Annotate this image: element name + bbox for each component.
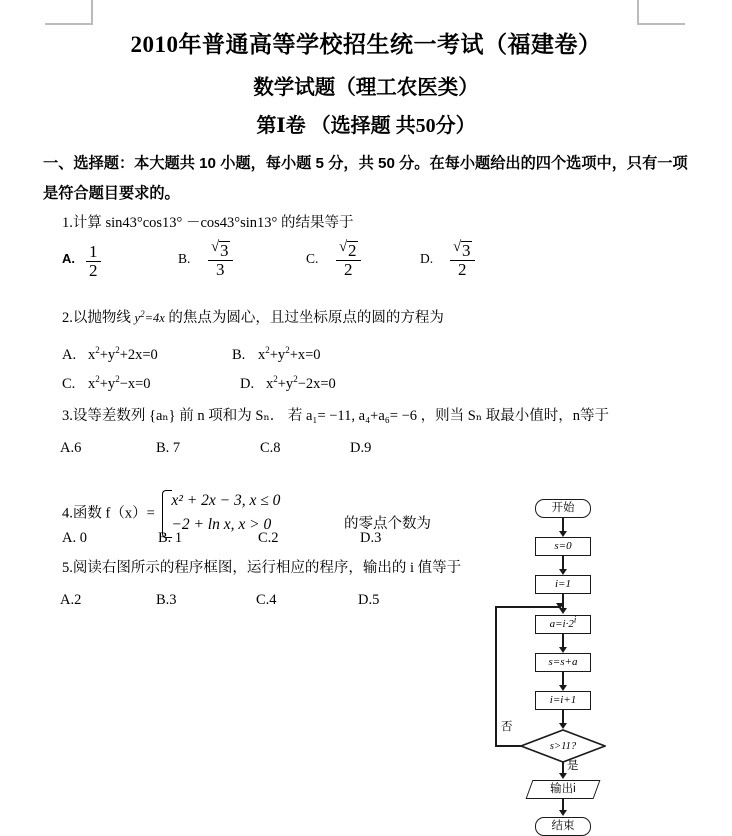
option-value-2c[interactable]: $x^2+y^2-x=0$ [88,374,151,392]
crop-mark-top-left [45,0,105,25]
question-4-stem-post: 的零点个数为 [344,516,431,532]
flowchart-calc-s-node: s=s+a [535,653,591,672]
question-2-stem [62,308,444,328]
option-label-2a[interactable]: A. [62,347,77,363]
flow-loop-v [495,606,497,746]
flowchart-calc-a-node: $a=i\cdot 2^i$ [535,615,591,634]
flow-loop-h-bottom [495,745,522,747]
page-subtitle: 数学试题（理工农医类） [253,77,479,99]
option-value-2b[interactable]: $x^2+y^2+x=0$ [258,345,321,363]
option-label-2b[interactable]: B. [232,347,246,363]
crop-mark-top-right [625,0,685,25]
option-label-3a[interactable]: A.6 [60,440,82,456]
flowchart-calc-i-node: i=i+1 [535,691,591,710]
option-label-5c[interactable]: C.4 [256,592,277,608]
question-1-stem: 1.计算 sin43°cos13° －cos43°sin13° 的结果等于 [62,215,354,231]
flowchart-init-i-node: i=1 [535,575,591,594]
option-label-5a[interactable]: A.2 [60,592,82,608]
flowchart-label-yes: 是 [567,760,579,772]
option-value-2d[interactable]: $x^2+y^2-2x=0$ [266,374,336,392]
question-3-stem: 3.设等差数列 {aₙ} 前 n 项和为 Sₙ． 若 a₁= −11, a₄+a₆= −6 ，则当 Sₙ 取最小值时，n等于 [62,408,609,424]
piecewise-row-2: −2 + ln x, x > 0 [171,516,272,533]
option-label-1c[interactable]: C. [306,251,319,266]
flowchart-init-s-node: s=0 [535,537,591,556]
section-title: 第Ⅰ卷 （选择题 共50分） [256,115,476,137]
flow-loop-arrow [556,603,564,609]
option-label-2d[interactable]: D. [240,376,255,392]
option-label-5d[interactable]: D.5 [358,592,380,608]
option-label-4c[interactable]: C.2 [258,530,279,546]
option-value-1a[interactable]: $\frac{1}{2}$ [86,243,101,280]
flowchart-condition-node [520,729,606,763]
flowchart-start-node: 开始 [535,499,591,518]
question-5-stem: 5.阅读右图所示的程序框图，运行相应的程序，输出的 i 值等于 [62,560,462,576]
flow-arrow-8 [559,810,567,816]
question-4-stem-pre: 4.函数 f（x）= [62,505,155,522]
option-value-1c[interactable]: √ $\frac{2}{2}$ [336,241,361,279]
flowchart-condition-label: s>11? [549,740,577,752]
question-2-stem-post: 的焦点为圆心，且过坐标原点的圆的方程为 [164,310,444,326]
option-label-3b[interactable]: B. 7 [156,440,181,456]
flow-arrow-7 [559,773,567,779]
flowchart-end-node: 结束 [535,817,591,836]
question-2-stem-pre: 2.以抛物线 [62,310,135,326]
piecewise-row-1: x² + 2x − 3, x ≤ 0 [171,492,281,509]
option-value-1b[interactable]: √ $\frac{3}{3}$ [208,241,233,279]
option-label-3d[interactable]: D.9 [350,440,372,456]
option-label-2c[interactable]: C. [62,376,76,392]
option-label-1a[interactable]: A. [62,251,75,266]
option-value-1d[interactable]: √ $\frac{3}{2}$ [450,241,475,279]
program-flowchart [493,495,723,832]
option-label-4b[interactable]: B. 1 [158,530,183,546]
page-title: 2010年普通高等学校招生统一考试（福建卷） [130,32,602,57]
flowchart-output-node: 输出i [526,780,601,799]
flowchart-label-no: 否 [501,721,513,733]
option-label-4a[interactable]: A. 0 [62,530,87,546]
option-label-3c[interactable]: C.8 [260,440,281,456]
section-intro: 一、选择题：本大题共 10 小题，每小题 5 分，共 50 分。在每小题给出的四个选项中，只有一项是符合题目要求的。 [43,155,688,202]
flow-loop-h-top [495,606,561,608]
question-2-formula: $y^2=4x$ [134,308,165,325]
option-label-5b[interactable]: B.3 [156,592,177,608]
option-label-1b[interactable]: B. [178,251,191,266]
option-label-4d[interactable]: D.3 [360,530,382,546]
option-label-1d[interactable]: D. [420,251,434,266]
option-value-2a[interactable]: $x^2+y^2+2x=0$ [88,345,158,363]
